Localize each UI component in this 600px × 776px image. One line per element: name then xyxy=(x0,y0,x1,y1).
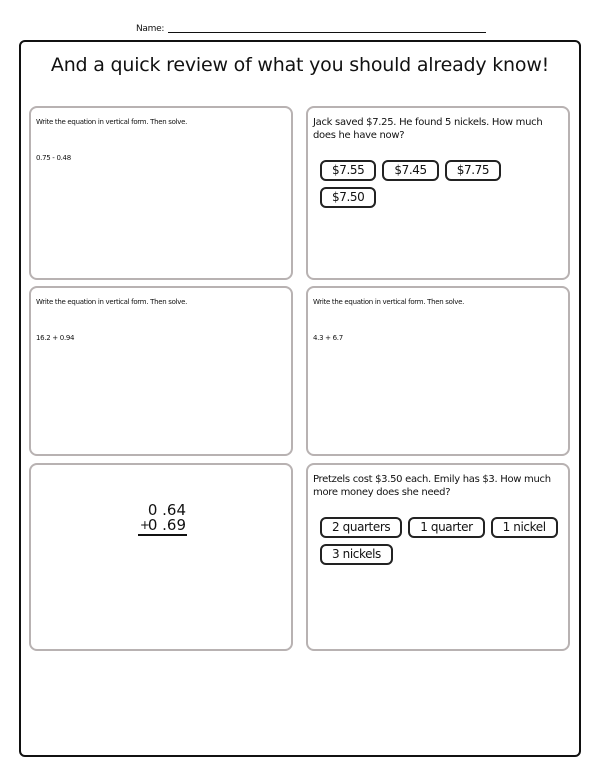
answer-choice[interactable]: $7.45 xyxy=(382,160,438,181)
problem-panel-1 xyxy=(29,106,293,280)
problem-panel-6 xyxy=(306,463,570,651)
addend-top: 0 .64 xyxy=(147,501,186,519)
problem-instruction: Write the equation in vertical form. Then solve. xyxy=(36,298,188,306)
answer-choice[interactable]: 2 quarters xyxy=(320,517,402,538)
name-label: Name: xyxy=(136,24,165,34)
answer-choice[interactable]: 1 quarter xyxy=(408,517,484,538)
problem-panel-4 xyxy=(306,286,570,456)
vertical-addition xyxy=(138,503,187,536)
name-input-line[interactable] xyxy=(168,32,486,33)
page-title: And a quick review of what you should already know! xyxy=(50,54,550,76)
problem-instruction: Write the equation in vertical form. Then solve. xyxy=(36,118,188,126)
answer-choice[interactable]: $7.50 xyxy=(320,187,376,208)
addend-bottom: 0 .69 xyxy=(147,516,186,534)
problem-question: Jack saved $7.25. He found 5 nickels. How much does he have now? xyxy=(313,117,543,141)
plus-operator: + xyxy=(139,518,150,532)
problem-expression: 4.3 + 6.7 xyxy=(313,334,343,342)
answer-choice[interactable]: 1 nickel xyxy=(491,517,558,538)
problem-expression: 16.2 + 0.94 xyxy=(36,334,75,342)
problem-panel-3 xyxy=(29,286,293,456)
problem-expression: 0.75 - 0.48 xyxy=(36,154,71,162)
problem-question: Pretzels cost $3.50 each. Emily has $3. How much more money does she need? xyxy=(313,474,551,498)
answer-choices xyxy=(320,160,560,208)
problem-panel-2 xyxy=(306,106,570,280)
sum-line xyxy=(138,534,187,536)
name-field xyxy=(136,24,486,34)
answer-choice[interactable]: $7.55 xyxy=(320,160,376,181)
problem-panel-5 xyxy=(29,463,293,651)
problem-instruction: Write the equation in vertical form. Then solve. xyxy=(313,298,465,306)
answer-choice[interactable]: $7.75 xyxy=(445,160,501,181)
answer-choices xyxy=(320,517,560,565)
answer-choice[interactable]: 3 nickels xyxy=(320,544,393,565)
